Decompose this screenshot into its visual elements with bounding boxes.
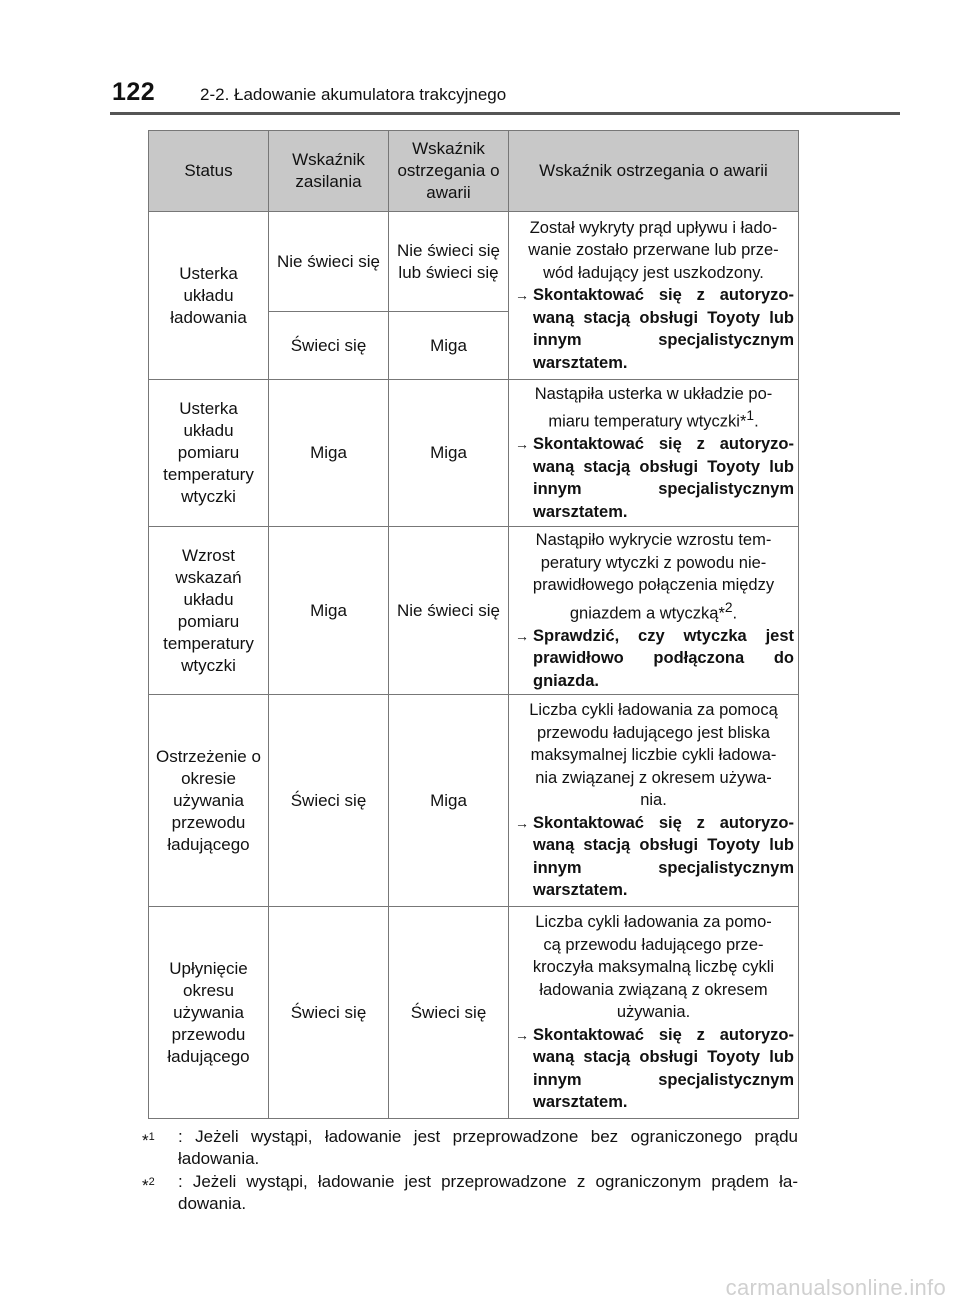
description-text: wód ładujący jest uszkodzony.	[543, 263, 764, 282]
warning-indicator-cell: Nie świeci się	[389, 527, 509, 695]
description-text: miaru temperatury wtyczki*$^1$.	[548, 408, 759, 431]
watermark: carmanualsonline.info	[725, 1275, 946, 1300]
arrow-icon: →	[515, 627, 529, 644]
power-indicator-cell: Miga	[269, 380, 389, 527]
arrow-icon: →	[515, 1026, 529, 1043]
page-header	[0, 78, 960, 116]
header-status: Status	[149, 131, 269, 212]
arrow-icon: →	[515, 436, 529, 453]
description-text: peratury wtyczki z powodu nie-	[540, 553, 767, 572]
footnote	[142, 1171, 798, 1215]
power-indicator-cell: Świeci się	[269, 907, 389, 1119]
warning-indicator-cell: Miga	[389, 312, 509, 380]
footnote	[142, 1126, 798, 1170]
footnote-text: : Jeżeli wystąpi, ładowanie jest przeprowadzone bez ograniczonego prądu ładowania.	[178, 1127, 798, 1168]
section-title: 2-2. Ładowanie akumulatora trakcyjnego	[200, 85, 507, 104]
description-cell	[509, 212, 799, 380]
description-text: wanie zostało przerwane lub prze-	[528, 241, 779, 260]
description-text: Liczba cykli ładowania za pomo-	[535, 913, 772, 932]
table-row	[149, 527, 799, 695]
warning-indicator-cell: Nie świeci się lub świeci się	[389, 212, 509, 312]
footnotes	[142, 1126, 798, 1216]
description-text: Nastąpiła usterka w układzie po-	[534, 384, 773, 403]
action-text	[513, 433, 794, 523]
status-cell: Upłynięcie okresu używania przewodu ładującego	[149, 907, 269, 1119]
description-text: nia.	[640, 791, 667, 810]
status-cell: Wzrost wskazań układu pomiaru temperatury wtyczki	[149, 527, 269, 695]
description-text: przewodu ładującego jest bliska	[537, 723, 770, 742]
header-description: Wskaźnik ostrzegania o awarii	[509, 131, 799, 212]
description-text: kroczyła maksymalną liczbę cykli	[532, 958, 775, 977]
action-label: Sprawdzić, czy wtyczka jest prawidłowo podłączona do gniazda.	[533, 626, 794, 690]
footnote-ref: 2	[724, 599, 733, 615]
action-text	[513, 1024, 794, 1114]
description-cell	[509, 527, 799, 695]
status-table	[148, 130, 799, 1119]
footnote-mark: *$^1$	[142, 1131, 155, 1150]
description-text: Został wykryty prąd upływu i łado-	[529, 218, 778, 237]
table-row	[149, 907, 799, 1119]
table-row	[149, 695, 799, 907]
warning-indicator-cell: Świeci się	[389, 907, 509, 1119]
power-indicator-cell: Nie świeci się	[269, 212, 389, 312]
footnote-mark: *$^2$	[142, 1176, 155, 1195]
action-text	[513, 284, 794, 374]
description-text: prawidłowego połączenia między	[532, 576, 775, 594]
description-text: nia związanej z okresem używa-	[535, 768, 772, 787]
description-text: gniazdem a wtyczką*$^2$.	[569, 599, 738, 622]
description-cell	[509, 907, 799, 1119]
footnote-text: : Jeżeli wystąpi, ładowanie jest przeprowadzone z ograniczonym prądem ła- dowania.	[178, 1172, 798, 1213]
footnote-ref: 1	[746, 408, 755, 424]
header-rule	[110, 112, 900, 115]
page-number: 122	[112, 78, 156, 106]
power-indicator-cell: Świeci się	[269, 312, 389, 380]
table-row	[149, 212, 799, 312]
power-indicator-cell: Świeci się	[269, 695, 389, 907]
description-cell	[509, 695, 799, 907]
description-text: używania.	[616, 1003, 691, 1022]
table-header-row	[149, 131, 799, 212]
status-cell: Usterka układu pomiaru temperatury wtyczki	[149, 380, 269, 527]
action-label: Skontaktować się z autoryzo- waną stacją obsługi Toyoty lub innym specjalistycznym warsztatem.	[533, 813, 794, 900]
description-text: Liczba cykli ładowania za pomocą	[529, 701, 778, 720]
power-indicator-cell: Miga	[269, 527, 389, 695]
table-row	[149, 380, 799, 527]
description-text: cą przewodu ładującego prze-	[543, 935, 764, 954]
status-cell: Ostrzeżenie o okresie używania przewodu ładującego	[149, 695, 269, 907]
description-text: maksymalnej liczbie cykli ładowa-	[530, 746, 777, 765]
status-cell: Usterka układu ładowania	[149, 212, 269, 380]
header-warning-indicator: Wskaźnik ostrzegania o awarii	[389, 131, 509, 212]
action-label: Skontaktować się z autoryzo- waną stacją obsługi Toyoty lub innym specjalistycznym warsztatem.	[533, 1025, 794, 1112]
action-label: Skontaktować się z autoryzo- waną stacją obsługi Toyoty lub innym specjalistycznym warsztatem.	[533, 286, 794, 372]
description-text: ładowania związaną z okresem	[539, 980, 768, 999]
arrow-icon: →	[515, 287, 529, 304]
description-cell	[509, 380, 799, 527]
description-text: Nastąpiło wykrycie wzrostu tem-	[535, 531, 772, 549]
action-text	[513, 812, 794, 902]
arrow-icon: →	[515, 814, 529, 831]
warning-indicator-cell: Miga	[389, 695, 509, 907]
action-label: Skontaktować się z autoryzo- waną stacją obsługi Toyoty lub innym specjalistycznym warsztatem.	[533, 435, 794, 521]
action-text	[513, 625, 794, 693]
header-power-indicator: Wskaźnik zasilania	[269, 131, 389, 212]
warning-indicator-cell: Miga	[389, 380, 509, 527]
